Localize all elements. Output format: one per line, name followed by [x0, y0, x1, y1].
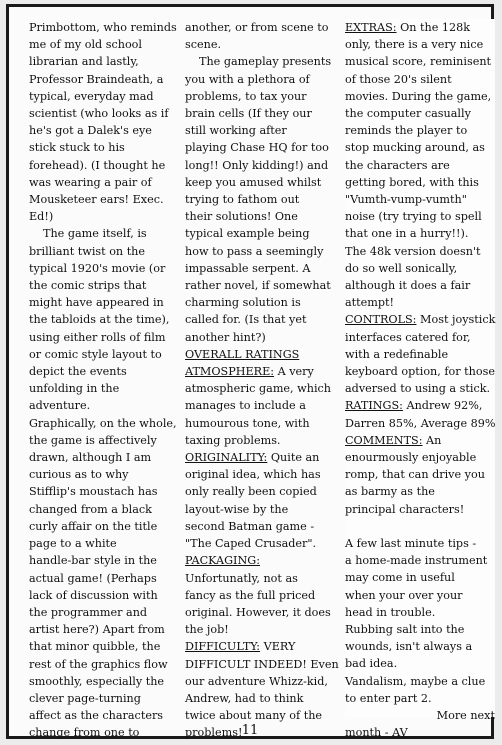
text-line: musical score, reminisent	[345, 55, 492, 69]
text-line: the game is affectively	[29, 433, 157, 447]
text-line: affect as the characters	[29, 709, 164, 723]
text-column-right	[345, 19, 496, 740]
text-line: changed from a black	[29, 502, 152, 516]
text-line: Vandalism, maybe a clue	[345, 674, 486, 688]
text-line: when your over your	[345, 588, 463, 602]
text-line: typical example being	[185, 227, 310, 241]
text-line: getting bored, with this	[345, 175, 479, 189]
text-line: trying to fathom out	[185, 193, 300, 207]
text-line: the comic strips that	[29, 279, 147, 293]
text-line: Rubbing salt into the	[345, 622, 465, 636]
text-line: wounds, isn't always a	[345, 640, 473, 654]
text-line: noise (try trying to spell	[345, 210, 482, 224]
text-line: ORIGINALITY: Quite an	[185, 451, 320, 465]
section-heading: ATMOSPHERE:	[185, 365, 275, 379]
text-line: scientist (who looks as if	[29, 107, 169, 121]
text-line: only, there is a very nice	[345, 38, 484, 52]
text-line: rather novel, if somewhat	[185, 279, 331, 293]
text-line: a home-made instrument	[345, 554, 488, 568]
text-line: their solutions! One	[185, 210, 298, 224]
text-line: original idea, which has	[185, 468, 321, 482]
text-line: artist here?) Apart from	[29, 623, 165, 637]
text-line: stop mucking around, as	[345, 141, 485, 155]
text-line: how to pass a seemingly	[185, 244, 324, 258]
text-line: might have appeared in	[29, 296, 164, 310]
text-line: second Batman game -	[185, 519, 315, 533]
text-line: Primbottom, who reminds	[29, 21, 177, 34]
text-line: keyboard option, for those	[345, 365, 495, 379]
text-line: curly affair on the title	[29, 519, 158, 533]
text-line: layout-wise by the	[185, 502, 289, 516]
text-line: COMMENTS: An	[345, 433, 442, 447]
text-line: page to a white	[29, 537, 117, 551]
text-line: adventure.	[29, 399, 91, 413]
text-line: only really been copied	[185, 485, 317, 499]
text-line: "Vumth-vump-vumth"	[345, 193, 467, 207]
text-line	[345, 518, 495, 535]
text-line: problems!	[185, 726, 243, 740]
text-line: handle-bar style in the	[29, 554, 157, 568]
text-line: the job!	[185, 623, 229, 637]
text-line: forehead). (I thought he	[29, 158, 166, 172]
section-heading: ORIGINALITY:	[185, 451, 268, 465]
text-line: the computer casually	[345, 107, 471, 121]
text-line: unfolding in the	[29, 382, 120, 396]
text-line: using either rolls of film	[29, 330, 166, 344]
text-line: EXTRAS: On the 128k	[345, 21, 471, 34]
text-line: actual game! (Perhaps	[29, 571, 157, 585]
text-line: brilliant twist on the	[29, 244, 146, 258]
text-line: manages to include a	[185, 399, 306, 413]
text-line: humourous tone, with	[185, 416, 310, 430]
text-line: problems, to tax your	[185, 89, 307, 103]
text-line: Professor Braindeath, a	[29, 72, 164, 86]
text-line: lack of discussion with	[29, 588, 158, 602]
text-line: he's got a Dalek's eye	[29, 124, 152, 138]
text-line: depict the events	[29, 365, 127, 379]
text-line: OVERALL RATINGS	[185, 347, 300, 361]
text-line: scene.	[185, 38, 222, 52]
text-line: Mousketeer ears! Exec.	[29, 193, 164, 207]
text-line: More next	[436, 708, 495, 722]
section-heading: CONTROLS:	[345, 313, 417, 327]
text-line: enourmously enjoyable	[345, 451, 477, 465]
text-line: typical, everyday mad	[29, 89, 154, 103]
text-line: although it does a fair	[345, 279, 471, 293]
text-line: impassable serpent. A	[185, 261, 311, 275]
text-line: Andrew, had to think	[185, 691, 304, 705]
text-line: interfaces catered for,	[345, 330, 471, 344]
text-line: The gameplay presents	[199, 55, 332, 69]
magazine-page	[6, 4, 494, 739]
text-line: movies. During the game,	[345, 89, 492, 103]
text-line: PACKAGING:	[185, 554, 260, 568]
text-line: brain cells (If they our	[185, 107, 312, 121]
text-line: me of my old school	[29, 38, 142, 52]
text-line: that minor quibble, the	[29, 640, 161, 654]
section-heading: RATINGS:	[345, 399, 403, 413]
text-line: our adventure Whizz-kid,	[185, 674, 328, 688]
text-line: to enter part 2.	[345, 691, 432, 705]
text-line: "The Caped Crusader".	[185, 537, 317, 551]
text-line: stick stuck to his	[29, 141, 125, 155]
text-line: you with a plethora of	[185, 72, 310, 86]
text-line: another hint?)	[185, 330, 266, 344]
text-line: A few last minute tips -	[345, 536, 477, 550]
text-line: DIFFICULTY: VERY	[185, 640, 296, 654]
text-line: romp, that can drive you	[345, 468, 485, 482]
text-line: playing Chase HQ for too	[185, 141, 329, 155]
text-line: The 48k version doesn't	[345, 244, 481, 258]
text-line: ATMOSPHERE: A very	[185, 365, 314, 379]
text-line: Stifflip's moustach has	[29, 485, 158, 499]
text-line: taxing problems.	[185, 433, 281, 447]
text-line: rest of the graphics flow	[29, 657, 168, 671]
text-line: was wearing a pair of	[29, 175, 152, 189]
text-line: with a redefinable	[345, 347, 449, 361]
text-line: month - AV	[345, 726, 408, 740]
text-line: the programmer and	[29, 605, 148, 619]
text-line: Darren 85%, Average 89%	[345, 416, 496, 430]
text-line: RATINGS: Andrew 92%,	[345, 399, 483, 413]
text-line: keep you amused whilst	[185, 175, 322, 189]
text-line: reminds the player to	[345, 124, 468, 138]
page-number: 11	[241, 723, 259, 738]
text-line: or comic style layout to	[29, 347, 162, 361]
text-line: long!! Only kidding!) and	[185, 158, 329, 172]
text-line: the tabloids at the time),	[29, 313, 170, 327]
text-line: the characters are	[345, 158, 450, 172]
text-line: smoothly, especially the	[29, 674, 165, 688]
text-line: change from one to	[29, 726, 140, 740]
text-line: called for. (Is that yet	[185, 313, 307, 327]
text-line: another, or from scene to	[185, 21, 329, 34]
text-column-left	[29, 19, 177, 740]
text-line: curious as to why	[29, 468, 129, 482]
text-line: DIFFICULT INDEED! Even	[185, 657, 339, 671]
text-line: Ed!)	[29, 210, 54, 224]
section-heading: COMMENTS:	[345, 433, 423, 447]
text-line: original. However, it does	[185, 605, 331, 619]
section-heading: DIFFICULTY:	[185, 640, 261, 654]
text-line: principal characters!	[345, 502, 465, 516]
text-line: of those 20's silent	[345, 72, 452, 86]
text-line: clever page-turning	[29, 691, 141, 705]
text-line: drawn, although I am	[29, 451, 152, 465]
text-line: twice about many of the	[185, 709, 323, 723]
text-line: bad idea.	[345, 657, 398, 671]
text-line: Unfortunatly, not as	[185, 571, 298, 585]
text-line: attempt!	[345, 296, 395, 310]
text-line: head in trouble.	[345, 605, 436, 619]
text-line: atmospheric game, which	[185, 382, 331, 396]
section-heading: EXTRAS:	[345, 21, 397, 34]
text-line: adversed to using a stick.	[345, 382, 491, 396]
text-line: charming solution is	[185, 296, 301, 310]
text-line: fancy as the full priced	[185, 588, 316, 602]
text-line: still working after	[185, 124, 287, 138]
text-line: that one in a hurry!!).	[345, 227, 469, 241]
text-line: CONTROLS: Most joystick	[345, 313, 496, 327]
text-line: Graphically, on the whole,	[29, 416, 177, 430]
text-line: as barmy as the	[345, 485, 435, 499]
text-line: do so well sonically,	[345, 261, 458, 275]
text-line: typical 1920's movie (or	[29, 261, 166, 275]
text-line: The game itself, is	[43, 227, 147, 241]
text-line: may come in useful	[345, 571, 455, 585]
text-line: librarian and lastly,	[29, 55, 139, 69]
